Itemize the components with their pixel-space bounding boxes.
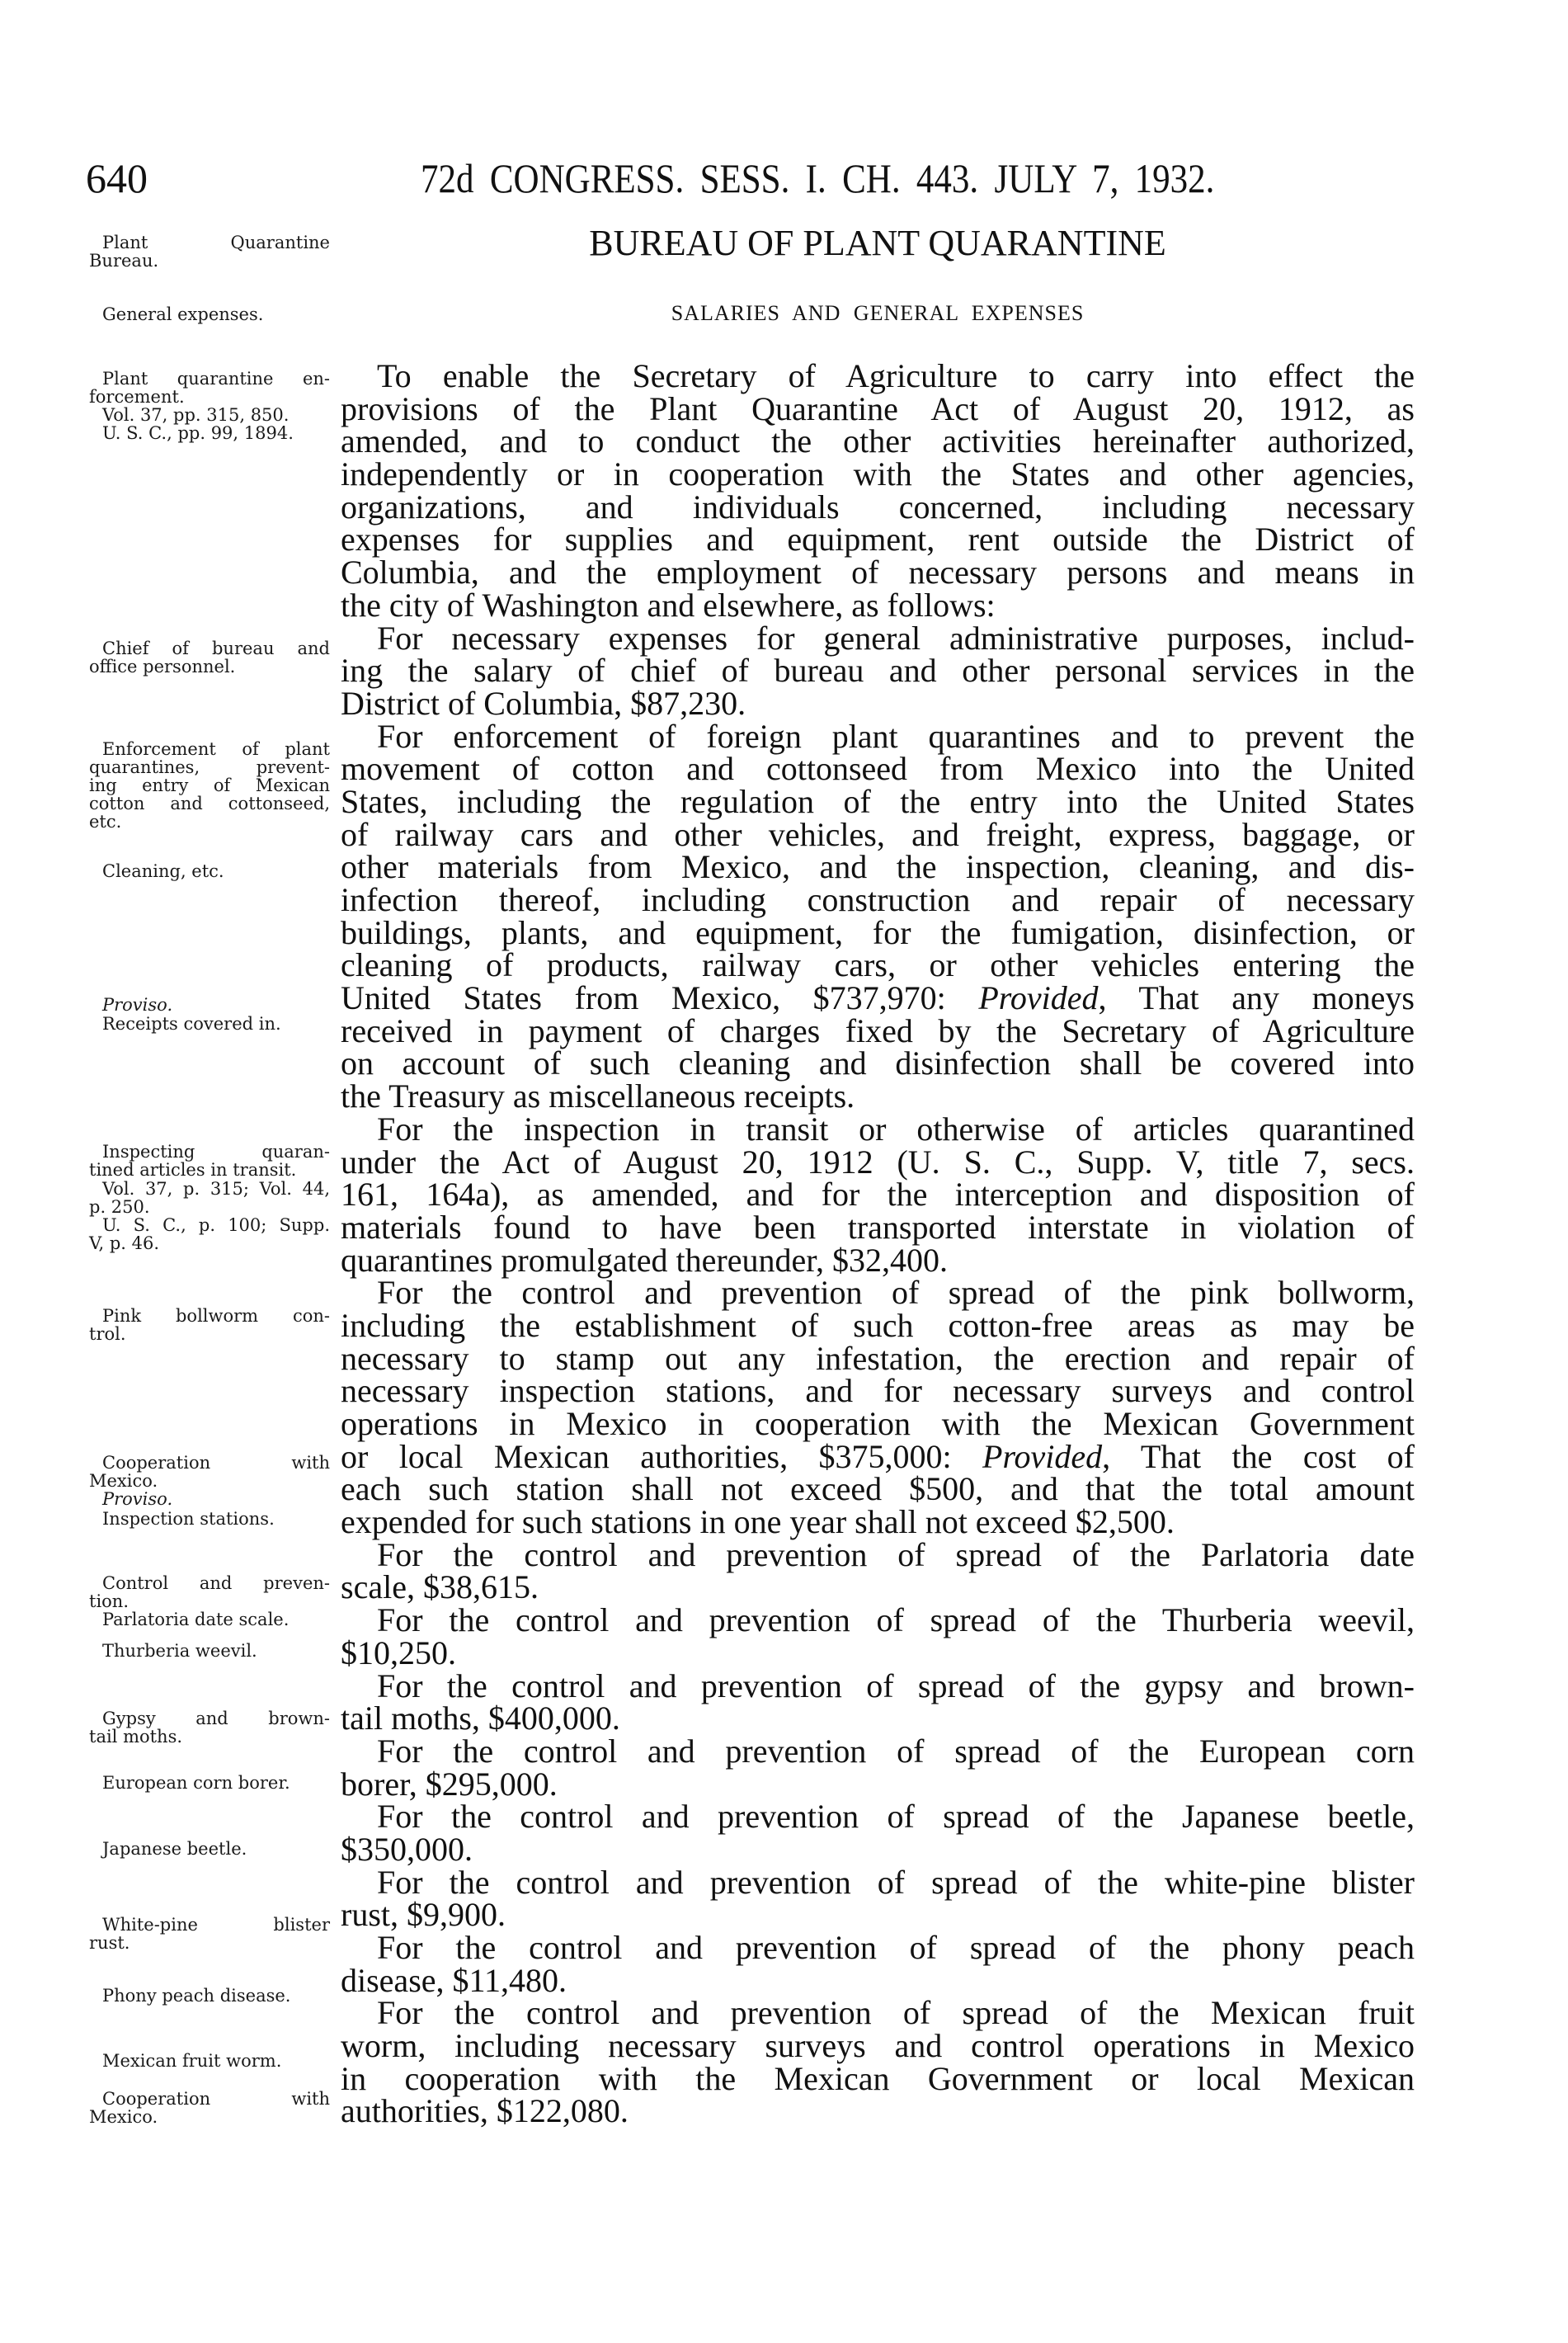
text-line: authorities, $122,080.	[341, 2092, 629, 2130]
sidenote-line: Receipts covered in.	[102, 1014, 281, 1034]
text-line: independently or in cooperation with the States and other agencies,	[341, 455, 1415, 493]
sidenote-line: tail moths.	[89, 1727, 183, 1747]
text-line: in cooperation with the Mexican Government or local Mexican	[341, 2059, 1415, 2097]
text-line: For the control and prevention of spread of the gypsy and brown-	[377, 1666, 1415, 1704]
sidenote-inspecting-ref1	[89, 1180, 330, 1216]
sidenote-japanese-beetle	[89, 1840, 330, 1858]
body-text	[341, 357, 1415, 2130]
text-line: States, including the regulation of the entry into the United States	[341, 782, 1415, 820]
text-line: necessary inspection stations, and for necessary surveys and control	[341, 1372, 1415, 1410]
text-line: under the Act of August 20, 1912 (U. S. C., Supp. V, title 7, secs.	[341, 1143, 1415, 1181]
text-line: expenses for supplies and equipment, rent outside the District of	[341, 521, 1415, 559]
text-line: For enforcement of foreign plant quarantines and to prevent the	[377, 717, 1415, 755]
text-line: disease, $11,480.	[341, 1961, 567, 1999]
sidenote-line: V, p. 46.	[89, 1233, 160, 1253]
sidenote-line: Cooperation with	[102, 2089, 330, 2109]
paragraph	[341, 1929, 1415, 1999]
text-line: Columbia, and the employment of necessary persons and means in	[341, 554, 1415, 592]
text-line: rust, $9,900.	[341, 1896, 506, 1934]
sidenote-receipts-covered	[89, 1015, 330, 1033]
sidenote-line: p. 250.	[89, 1197, 150, 1217]
text-line: $350,000.	[341, 1830, 473, 1868]
text-line: tail moths, $400,000.	[341, 1700, 620, 1737]
sidenote-line: tined articles in transit.	[89, 1160, 297, 1180]
sidenote-mexican-fruit-worm	[89, 2052, 330, 2070]
sidenote-line: Parlatoria date scale.	[102, 1610, 290, 1629]
sidenote-line: European corn borer.	[102, 1773, 290, 1793]
sidenote-line: forcement.	[89, 387, 185, 407]
paragraph	[341, 1996, 1415, 2128]
sidenote-line: U. S. C., p. 100; Supp.	[102, 1215, 330, 1235]
paragraph	[341, 1276, 1415, 1539]
sidenote-line: Gypsy and brown-	[102, 1709, 330, 1728]
text-line: the city of Washington and elsewhere, as follows:	[341, 586, 996, 624]
text-line: For the control and prevention of spread of the Japanese beetle,	[377, 1798, 1415, 1836]
sidenote-chief-of-bureau	[89, 639, 330, 676]
sidenote-line: Vol. 37, pp. 315, 850.	[102, 405, 290, 425]
paragraph	[341, 717, 1415, 1115]
text-line: For the control and prevention of spread of the white-pine blister	[377, 1863, 1415, 1901]
text-line: or local Mexican authorities, $375,000: Provided, That the cost of	[341, 1437, 1415, 1475]
sidenote-inspecting	[89, 1143, 330, 1179]
text-line: on account of such cleaning and disinfection shall be covered into	[341, 1044, 1415, 1082]
sidenote-line: Phony peach disease.	[102, 1986, 291, 2006]
sidenote-proviso-2	[89, 1490, 330, 1508]
sidenote-line: Bureau.	[89, 251, 159, 271]
sidenote-line: ing entry of Mexican	[89, 776, 330, 795]
text-line: United States from Mexico, $737,970: Provided, That any moneys	[341, 979, 1415, 1017]
text-line: movement of cotton and cottonseed from Mexico into the United	[341, 750, 1415, 788]
sidenote-ref-vol37	[89, 406, 330, 424]
sidenote-line: Vol. 37, p. 315; Vol. 44,	[102, 1179, 330, 1199]
sidenote-line: rust.	[89, 1933, 130, 1953]
text-line: scale, $38,615.	[341, 1568, 539, 1606]
text-line: buildings, plants, and equipment, for the fumigation, disinfection, or	[341, 913, 1415, 951]
running-head: 72d CONGRESS. SESS. I. CH. 443. JULY 7, 1932.	[421, 155, 1215, 201]
sidenote-line: Cleaning, etc.	[102, 861, 224, 881]
sidenote-line: Cooperation with	[102, 1453, 330, 1473]
sidenote-line: U. S. C., pp. 99, 1894.	[102, 423, 294, 443]
sidenote-inspection-stations	[89, 1510, 330, 1528]
text-line: For the control and prevention of spread of the European corn	[377, 1732, 1415, 1770]
page-number: 640	[86, 155, 148, 201]
sidenote-gypsy	[89, 1709, 330, 1746]
text-line: For the control and prevention of spread of the Mexican fruit	[377, 1994, 1415, 2032]
proviso-label: Proviso.	[102, 1489, 173, 1509]
text-line: District of Columbia, $87,230.	[341, 684, 746, 722]
sidenote-line: Plant quarantine en-	[102, 369, 330, 389]
sidenote-line: cotton and cottonseed,	[89, 794, 330, 813]
sidenote-line: Pink bollworm con-	[102, 1306, 330, 1326]
paragraph	[341, 1535, 1415, 1606]
sidenote-thurberia	[89, 1642, 330, 1660]
paragraph	[341, 1601, 1415, 1671]
sidenote-line: trol.	[89, 1324, 126, 1344]
text-line: received in payment of charges fixed by the Secretary of Agriculture	[341, 1011, 1415, 1049]
sidenote-line: Thurberia weevil.	[102, 1641, 257, 1661]
italic-provided: Provided	[978, 979, 1099, 1017]
paragraph	[341, 1110, 1415, 1279]
paragraph	[341, 357, 1415, 624]
sidenote-line: Plant Quarantine	[102, 233, 330, 252]
sidenote-cooperation-mexico-2	[89, 2090, 330, 2126]
sidenote-cleaning	[89, 862, 330, 880]
text-line: infection thereof, including construction and repair of necessary	[341, 881, 1415, 918]
sidenote-line: quarantines, prevent-	[89, 757, 330, 777]
paragraph	[341, 1732, 1415, 1803]
sidenote-line: Inspecting quaran-	[102, 1142, 330, 1162]
sidenote-european-corn-borer	[89, 1774, 330, 1792]
sidenote-parlatoria	[89, 1610, 330, 1629]
text-line: cleaning of products, railway cars, or other vehicles entering the	[341, 946, 1415, 984]
sidenote-line: Mexican fruit worm.	[102, 2051, 282, 2071]
text-line: other materials from Mexico, and the inspection, cleaning, and dis-	[341, 848, 1415, 886]
text-line: For the control and prevention of spread of the Parlatoria date	[377, 1535, 1415, 1573]
sidenote-enforcement-mexican	[89, 740, 330, 831]
sidenote-control-prevention	[89, 1574, 330, 1610]
text-line: amended, and to conduct the other activities hereinafter authorized,	[341, 422, 1415, 460]
text-line: ing the salary of chief of bureau and other personal services in the	[341, 652, 1415, 690]
sidenote-line: Mexico.	[89, 1471, 158, 1491]
sidenote-line: Chief of bureau and	[102, 639, 330, 658]
text-line: provisions of the Plant Quarantine Act of August 20, 1912, as	[341, 389, 1415, 427]
paragraph	[341, 1863, 1415, 1934]
sidenote-white-pine	[89, 1916, 330, 1952]
sidenote-pink-bollworm	[89, 1307, 330, 1343]
paragraph	[341, 1666, 1415, 1737]
italic-provided: Provided	[982, 1437, 1103, 1475]
sidenote-proviso-1	[89, 996, 330, 1014]
proviso-label: Proviso.	[102, 995, 173, 1015]
text-line: including the establishment of such cotton-free areas as may be	[341, 1306, 1415, 1344]
text-line: To enable the Secretary of Agriculture to carry into effect the	[377, 357, 1415, 394]
text-line: quarantines promulgated thereunder, $32,400.	[341, 1241, 948, 1279]
sidenote-plant-quarantine-bureau	[89, 233, 330, 270]
paragraph	[341, 619, 1415, 722]
sidenote-enforcement	[89, 370, 330, 406]
sidenote-line: office personnel.	[89, 657, 236, 676]
sidenote-line: Japanese beetle.	[102, 1839, 247, 1859]
text-line: For the control and prevention of spread of the phony peach	[377, 1929, 1415, 1966]
text-line: materials found to have been transported interstate in violation of	[341, 1208, 1415, 1246]
section-subtitle: SALARIES AND GENERAL EXPENSES	[671, 301, 1085, 325]
text-line: For necessary expenses for general administrative purposes, includ-	[377, 619, 1415, 657]
text-line: operations in Mexico in cooperation with the Mexican Government	[341, 1405, 1415, 1442]
text-line: necessary to stamp out any infestation, the erection and repair of	[341, 1339, 1415, 1377]
text-line: of railway cars and other vehicles, and freight, express, baggage, or	[341, 815, 1415, 853]
text-line: the Treasury as miscellaneous receipts.	[341, 1077, 855, 1115]
sidenote-line: White-pine blister	[102, 1915, 330, 1935]
paragraph	[341, 1798, 1415, 1868]
sidenote-line: Mexico.	[89, 2107, 158, 2127]
text-line: each such station shall not exceed $500, and that the total amount	[341, 1470, 1415, 1508]
text-line: worm, including necessary surveys and control operations in Mexico	[341, 2027, 1415, 2065]
text-line: organizations, and individuals concerned, including necessary	[341, 488, 1415, 526]
text-line: 161, 164a), as amended, and for the interception and disposition of	[341, 1176, 1415, 1214]
sidenote-ref-usc	[89, 424, 330, 442]
text-line: borer, $295,000.	[341, 1765, 558, 1803]
sidenote-cooperation-mexico-1	[89, 1454, 330, 1490]
sidenote-line: Control and preven-	[102, 1573, 330, 1593]
sidenote-line: tion.	[89, 1591, 129, 1611]
sidenote-line: Enforcement of plant	[102, 739, 330, 759]
sidenote-line: Inspection stations.	[102, 1509, 275, 1529]
sidenote-inspecting-ref2	[89, 1216, 330, 1252]
sidenote-line: General expenses.	[102, 304, 264, 324]
text-line: For the inspection in transit or otherwise of articles quarantined	[377, 1110, 1415, 1148]
text-line: For the control and prevention of spread of the pink bollworm,	[377, 1274, 1415, 1312]
text-line: $10,250.	[341, 1634, 456, 1671]
text-line: expended for such stations in one year shall not exceed $2,500.	[341, 1503, 1175, 1541]
sidenote-line: etc.	[89, 812, 122, 832]
sidenote-phony-peach	[89, 1987, 330, 2005]
sidenote-general-expenses	[89, 305, 330, 323]
text-line: For the control and prevention of spread of the Thurberia weevil,	[377, 1601, 1415, 1639]
section-title: BUREAU OF PLANT QUARANTINE	[589, 223, 1166, 263]
